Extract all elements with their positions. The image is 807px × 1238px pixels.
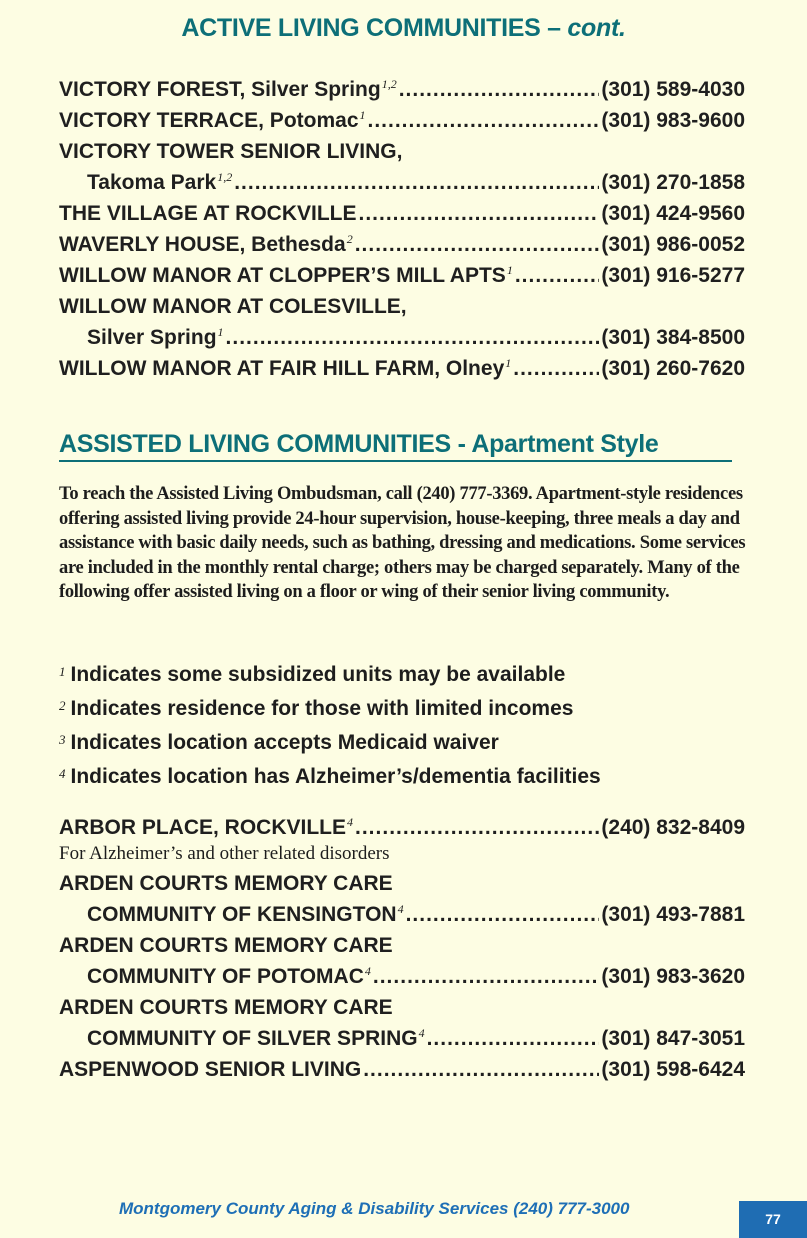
list-item: THE VILLAGE AT ROCKVILLE ..... (301) 424-9560 bbox=[59, 198, 745, 229]
footnote-legend bbox=[59, 656, 759, 792]
list-item: ASPENWOOD SENIOR LIVING ..... (301) 598-6424 bbox=[59, 1054, 745, 1085]
assisted-living-heading: ASSISTED LIVING COMMUNITIES - Apartment Style bbox=[59, 430, 732, 462]
legend-item: $^2$ Indicates residence for those with limited incomes bbox=[59, 697, 574, 720]
legend-item: $^3$ Indicates location accepts Medicaid waiver bbox=[59, 731, 499, 754]
list-item: VICTORY TOWER SENIOR LIVING, Takoma Park$^{1,2}$ ..... (301) 270-1858 bbox=[59, 136, 745, 198]
legend-item: $^4$ Indicates location has Alzheimer’s/dementia facilities bbox=[59, 765, 601, 788]
list-item: VICTORY TERRACE, Potomac$^1$ ..... (301) 983-9600 bbox=[59, 105, 745, 136]
list-item: ARBOR PLACE, ROCKVILLE$^4$ ..... (240) 832-8409 For Alzheimer’s and other related disorders bbox=[59, 812, 745, 865]
list-item: ARDEN COURTS MEMORY CARE COMMUNITY OF KENSINGTON$^4$ ..... (301) 493-7881 bbox=[59, 868, 745, 930]
page-number-badge: 77 bbox=[739, 1201, 807, 1238]
list-item: WILLOW MANOR AT CLOPPER’S MILL APTS$^1$ ..... (301) 916-5277 bbox=[59, 260, 745, 291]
active-living-list bbox=[59, 74, 745, 384]
assisted-living-intro: To reach the Assisted Living Ombudsman, call (240) 777-3369. Apartment-style residences offering assisted living provide 24-hour supervision, house-keeping, three meals a day and assistance with basic daily needs, such as bathing, dressing and medications. Some services are included in the monthly rental charge; others may be charged separately. Many of the following offer assisted living on a floor or wing of their senior living community. bbox=[59, 484, 746, 602]
legend-item: $^1$ Indicates some subsidized units may be available bbox=[59, 663, 566, 686]
list-item: ARDEN COURTS MEMORY CARE COMMUNITY OF SILVER SPRING$^4$ ..... (301) 847-3051 bbox=[59, 992, 745, 1054]
list-item: VICTORY FOREST, Silver Spring$^{1,2}$ ..... (301) 589-4030 bbox=[59, 74, 745, 105]
list-item: WILLOW MANOR AT FAIR HILL FARM, Olney$^1$ ..... (301) 260-7620 bbox=[59, 353, 745, 384]
list-item: WAVERLY HOUSE, Bethesda$^2$ ..... (301) 986-0052 bbox=[59, 229, 745, 260]
active-living-heading: ACTIVE LIVING COMMUNITIES – cont. bbox=[181, 14, 626, 42]
footer-contact: Montgomery County Aging & Disability Services (240) 777-3000 bbox=[119, 1199, 630, 1218]
entry-note: For Alzheimer’s and other related disorders bbox=[59, 843, 390, 864]
list-item: ARDEN COURTS MEMORY CARE COMMUNITY OF POTOMAC$^4$ ..... (301) 983-3620 bbox=[59, 930, 745, 992]
list-item: WILLOW MANOR AT COLESVILLE, Silver Spring$^1$ ..... (301) 384-8500 bbox=[59, 291, 745, 353]
assisted-living-list bbox=[59, 812, 745, 1085]
